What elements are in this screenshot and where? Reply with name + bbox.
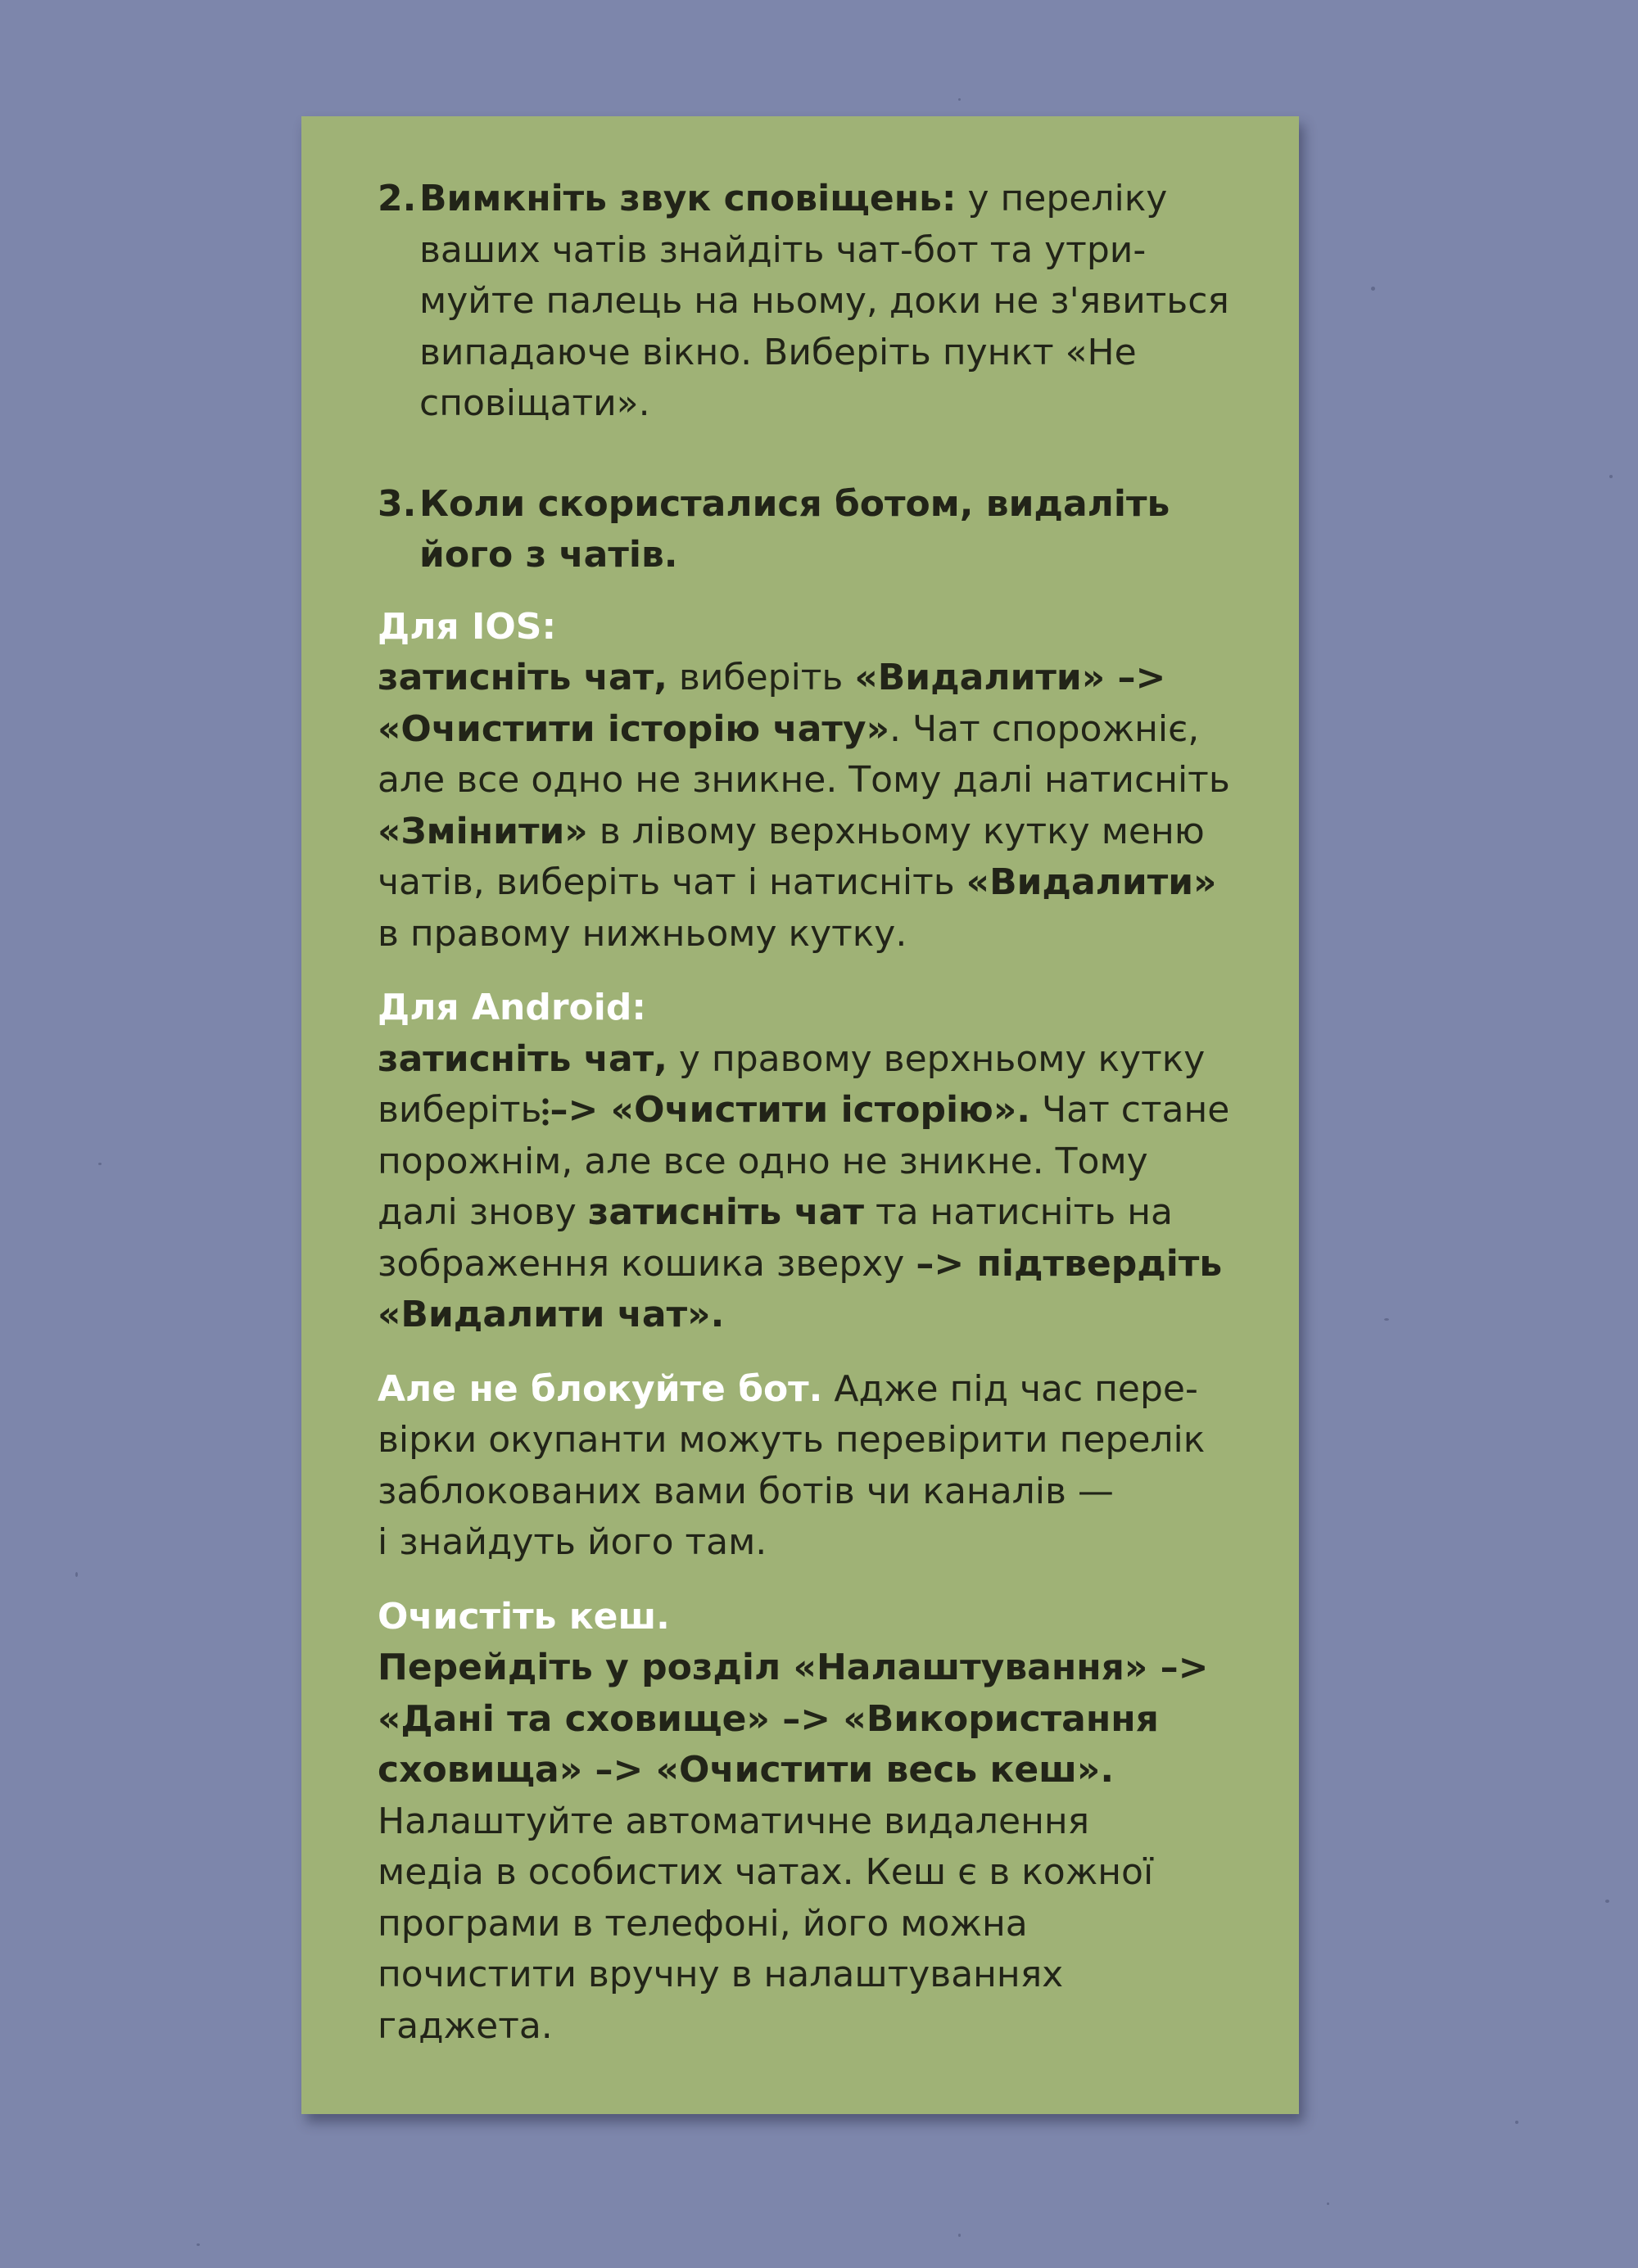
step-2-line-5: сповіщати».	[419, 382, 650, 424]
background-speck	[1327, 2202, 1329, 2205]
kebab-menu-icon	[541, 1096, 550, 1128]
ios-line-3: але все одно не зникне. Тому далі натисніть	[378, 759, 1230, 801]
android-heading: Для Android:	[378, 987, 646, 1028]
android-section	[378, 983, 1250, 1341]
ios-text: в лівому верхньому кутку меню	[587, 810, 1205, 852]
android-text: виберіть	[378, 1089, 542, 1131]
step-2-line-4: випадаюче вікно. Виберіть пункт «Не	[419, 331, 1137, 373]
ios-line-1	[378, 653, 1250, 704]
android-line-1	[378, 1034, 1250, 1086]
android-line-6	[378, 1290, 1250, 1341]
cache-section	[378, 1592, 1250, 2053]
ios-text: виберіть	[667, 657, 855, 698]
android-text: .	[710, 1294, 725, 1335]
background-speck	[98, 1163, 102, 1165]
step-3-line-1: Коли скористалися ботом, видаліть	[419, 482, 1170, 525]
background-speck	[197, 2243, 200, 2246]
step-2-line-3: муйте палець на ньому, доки не з'явиться	[419, 280, 1229, 322]
background-speck	[1605, 1900, 1609, 1903]
background-speck	[75, 1572, 78, 1577]
ios-line-5	[378, 857, 1250, 909]
android-bold: затисніть чат,	[378, 1037, 667, 1080]
background-speck	[1515, 2121, 1518, 2124]
ios-bold: «Видалити»	[966, 861, 1217, 903]
block-line-1	[378, 1364, 1250, 1416]
android-line-3: порожнім, але все одно не зникне. Тому	[378, 1140, 1148, 1182]
step-2-line-1	[419, 174, 1250, 225]
cache-line-5: медіа в особистих чатах. Кеш є в кожної	[378, 1851, 1154, 1893]
android-text: Чат стане	[1029, 1089, 1230, 1131]
background-speck	[958, 98, 961, 101]
android-bold: –> «Очистити історію».	[550, 1089, 1030, 1131]
android-bold: затисніть чат	[587, 1191, 864, 1233]
cache-line-2: «Дані та сховище» –> «Використання	[378, 1697, 1159, 1740]
background-speck	[1384, 1318, 1389, 1321]
step-3-number: 3.	[378, 482, 417, 525]
step-2-title: Вимкніть звук сповіщень:	[419, 178, 957, 219]
cache-line-4: Налаштуйте автоматичне видалення	[378, 1800, 1090, 1842]
background-speck	[1609, 475, 1613, 478]
cache-line-7: почистити вручну в налаштуваннях	[378, 1954, 1064, 1995]
block-warning-section	[378, 1364, 1250, 1569]
step-3	[378, 479, 1250, 581]
step-2	[378, 174, 1250, 430]
cache-line-6: програми в телефоні, його можна	[378, 1902, 1028, 1945]
ios-line-6: в правому нижньому кутку.	[378, 912, 907, 955]
cache-line-8: гаджета.	[378, 2004, 553, 2047]
android-text: та натисніть на	[863, 1191, 1173, 1233]
block-line-2: вірки окупанти можуть перевірити перелік	[378, 1419, 1206, 1461]
step-3-body	[419, 479, 1250, 581]
background-speck	[1371, 287, 1375, 291]
block-text: Адже під час пере-	[822, 1367, 1198, 1410]
ios-bold: «Очистити історію чату»	[378, 707, 890, 750]
step-2-line-2: ваших чатів знайдіть чат-бот та утри-	[419, 228, 1147, 271]
android-text: далі знову	[378, 1191, 588, 1233]
ios-text: . Чат спорожніє,	[889, 707, 1200, 750]
android-text: у правому верхньому кутку	[667, 1037, 1206, 1080]
block-line-4: і знайдуть його там.	[378, 1521, 767, 1563]
ios-line-2	[378, 704, 1250, 756]
android-bold: «Видалити чат»	[378, 1294, 711, 1335]
cache-line-1: Перейдіть у розділ «Налаштування» –>	[378, 1647, 1209, 1688]
ios-bold: затисніть чат,	[378, 657, 667, 698]
ios-text: чатів, виберіть чат і натисніть	[378, 861, 966, 903]
cache-heading: Очистіть кеш.	[378, 1595, 670, 1638]
step-3-line-2: його з чатів.	[419, 534, 678, 576]
android-line-5	[378, 1239, 1250, 1290]
android-line-2	[378, 1085, 1250, 1136]
ios-heading: Для IOS:	[378, 605, 557, 648]
step-2-number: 2.	[378, 178, 417, 219]
ios-section	[378, 602, 1250, 960]
android-bold: –> підтвердіть	[916, 1242, 1223, 1285]
ios-line-4	[378, 806, 1250, 858]
cache-line-3: сховища» –> «Очистити весь кеш».	[378, 1749, 1115, 1791]
instruction-card	[301, 116, 1299, 2114]
step-2-text: у переліку	[956, 178, 1168, 219]
background-speck	[958, 2234, 961, 2237]
android-text: зображення кошика зверху	[378, 1242, 916, 1285]
android-line-4	[378, 1187, 1250, 1239]
ios-bold: «Видалити» –>	[854, 657, 1166, 698]
ios-bold: «Змінити»	[378, 810, 588, 852]
block-lead: Але не блокуйте бот.	[378, 1367, 823, 1410]
step-2-body	[419, 174, 1250, 430]
block-line-3: заблокованих вами ботів чи каналів —	[378, 1470, 1114, 1512]
